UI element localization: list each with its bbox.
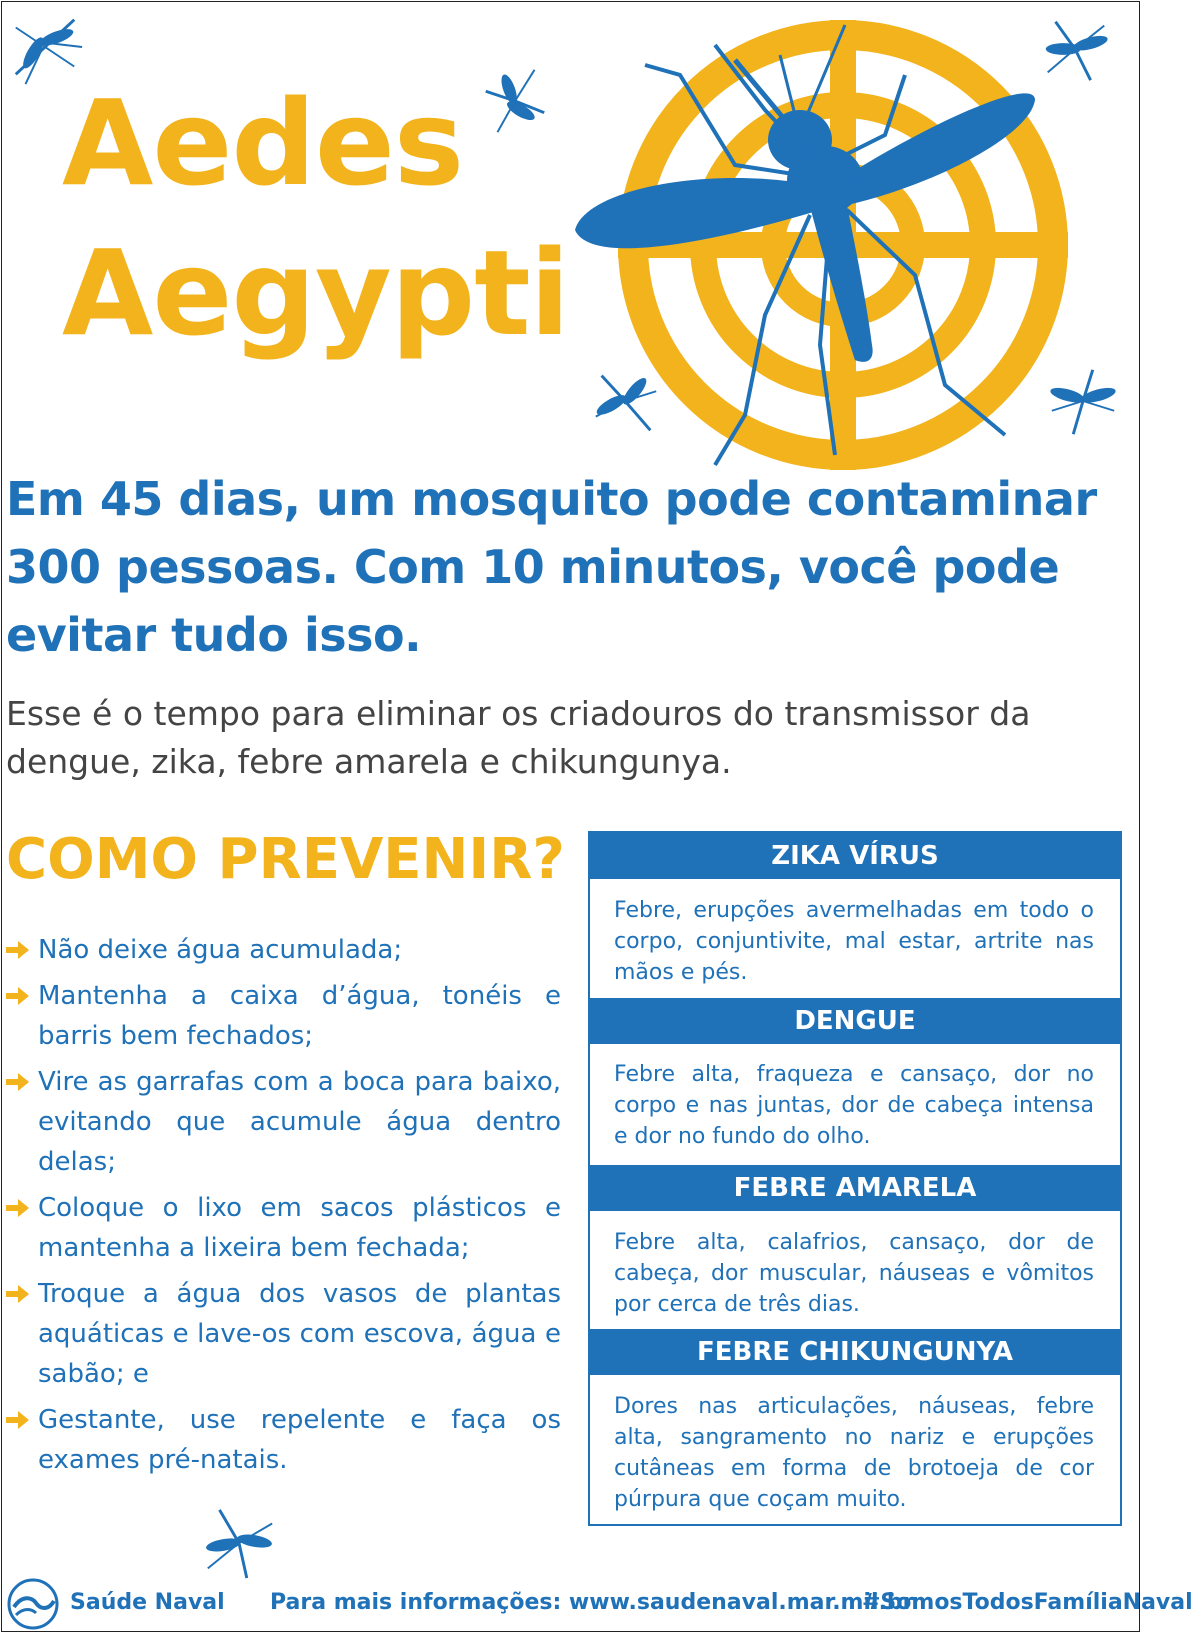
- mosquito-icon: [586, 362, 664, 440]
- title-line-2: Aegypti: [62, 224, 570, 362]
- list-item: [6, 1062, 561, 1182]
- mosquito-icon: [6, 8, 84, 86]
- tip-text: Gestante, use repelente e faça os exames pré-natais.: [38, 1405, 561, 1475]
- disease-symptoms-dengue: Febre alta, fraqueza e cansaço, dor no corpo e nas juntas, dor de cabeça intensa e dor no fundo do olho.: [614, 1062, 1094, 1149]
- footer-brand: Saúde Naval: [70, 1590, 225, 1615]
- list-item: [6, 1274, 561, 1394]
- list-item: [6, 1400, 561, 1480]
- disease-heading-febre-amarela: FEBRE AMARELA: [590, 1165, 1120, 1211]
- tip-text: Vire as garrafas com a boca para baixo, evitando que acumule água dentro delas;: [38, 1067, 561, 1177]
- diseases-panel: [588, 831, 1122, 1526]
- list-item: [6, 976, 561, 1056]
- arrow-right-icon: [6, 1284, 30, 1304]
- headline: Em 45 dias, um mosquito pode contaminar 300 pessoas. Com 10 minutos, você pode evitar tudo isso.: [6, 472, 1097, 662]
- arrow-right-icon: [6, 1410, 30, 1430]
- mosquito-icon: [200, 1504, 278, 1582]
- prevention-title: COMO PREVENIR?: [6, 827, 565, 892]
- footer-hashtag: #SomosTodosFamíliaNaval: [862, 1590, 1193, 1615]
- mosquito-icon: [1044, 362, 1122, 440]
- mosquito-icon: [1036, 10, 1114, 88]
- disease-heading-zika: ZIKA VÍRUS: [590, 833, 1120, 879]
- arrow-right-icon: [6, 1072, 30, 1092]
- tip-text: Mantenha a caixa d’água, tonéis e barris bem fechados;: [38, 981, 561, 1051]
- disease-symptoms-chikungunya: Dores nas articulações, náuseas, febre alta, sangramento no nariz e erupções cutâneas em forma de brotoeja de cor púrpura que coçam muito.: [614, 1394, 1094, 1512]
- tip-text: Troque a água dos vasos de plantas aquáticas e lave-os com escova, água e sabão; e: [38, 1279, 561, 1389]
- prevention-list: [6, 930, 561, 1486]
- title-line-1: Aedes: [62, 74, 464, 212]
- footer-info-link[interactable]: Para mais informações: www.saudenaval.mar.mil.br: [270, 1590, 914, 1615]
- list-item: [6, 930, 561, 970]
- intro-text: Esse é o tempo para eliminar os criadouros do transmissor da dengue, zika, febre amarela e chikungunya.: [6, 694, 1031, 781]
- disease-symptoms-febre-amarela: Febre alta, calafrios, cansaço, dor de cabeça, dor muscular, náuseas e vômitos por cerca de três dias.: [614, 1230, 1094, 1317]
- saude-naval-logo-icon: [6, 1577, 60, 1631]
- tip-text: Coloque o lixo em sacos plásticos e mantenha a lixeira bem fechada;: [38, 1193, 561, 1263]
- mosquito-icon: [476, 62, 554, 140]
- disease-heading-dengue: DENGUE: [590, 998, 1120, 1044]
- arrow-right-icon: [6, 986, 30, 1006]
- disease-symptoms-zika: Febre, erupções avermelhadas em todo o corpo, conjuntivite, mal estar, artrite nas mãos e pés.: [614, 898, 1094, 985]
- disease-heading-chikungunya: FEBRE CHIKUNGUNYA: [590, 1329, 1120, 1375]
- tip-text: Não deixe água acumulada;: [38, 935, 403, 965]
- list-item: [6, 1188, 561, 1268]
- arrow-right-icon: [6, 940, 30, 960]
- arrow-right-icon: [6, 1198, 30, 1218]
